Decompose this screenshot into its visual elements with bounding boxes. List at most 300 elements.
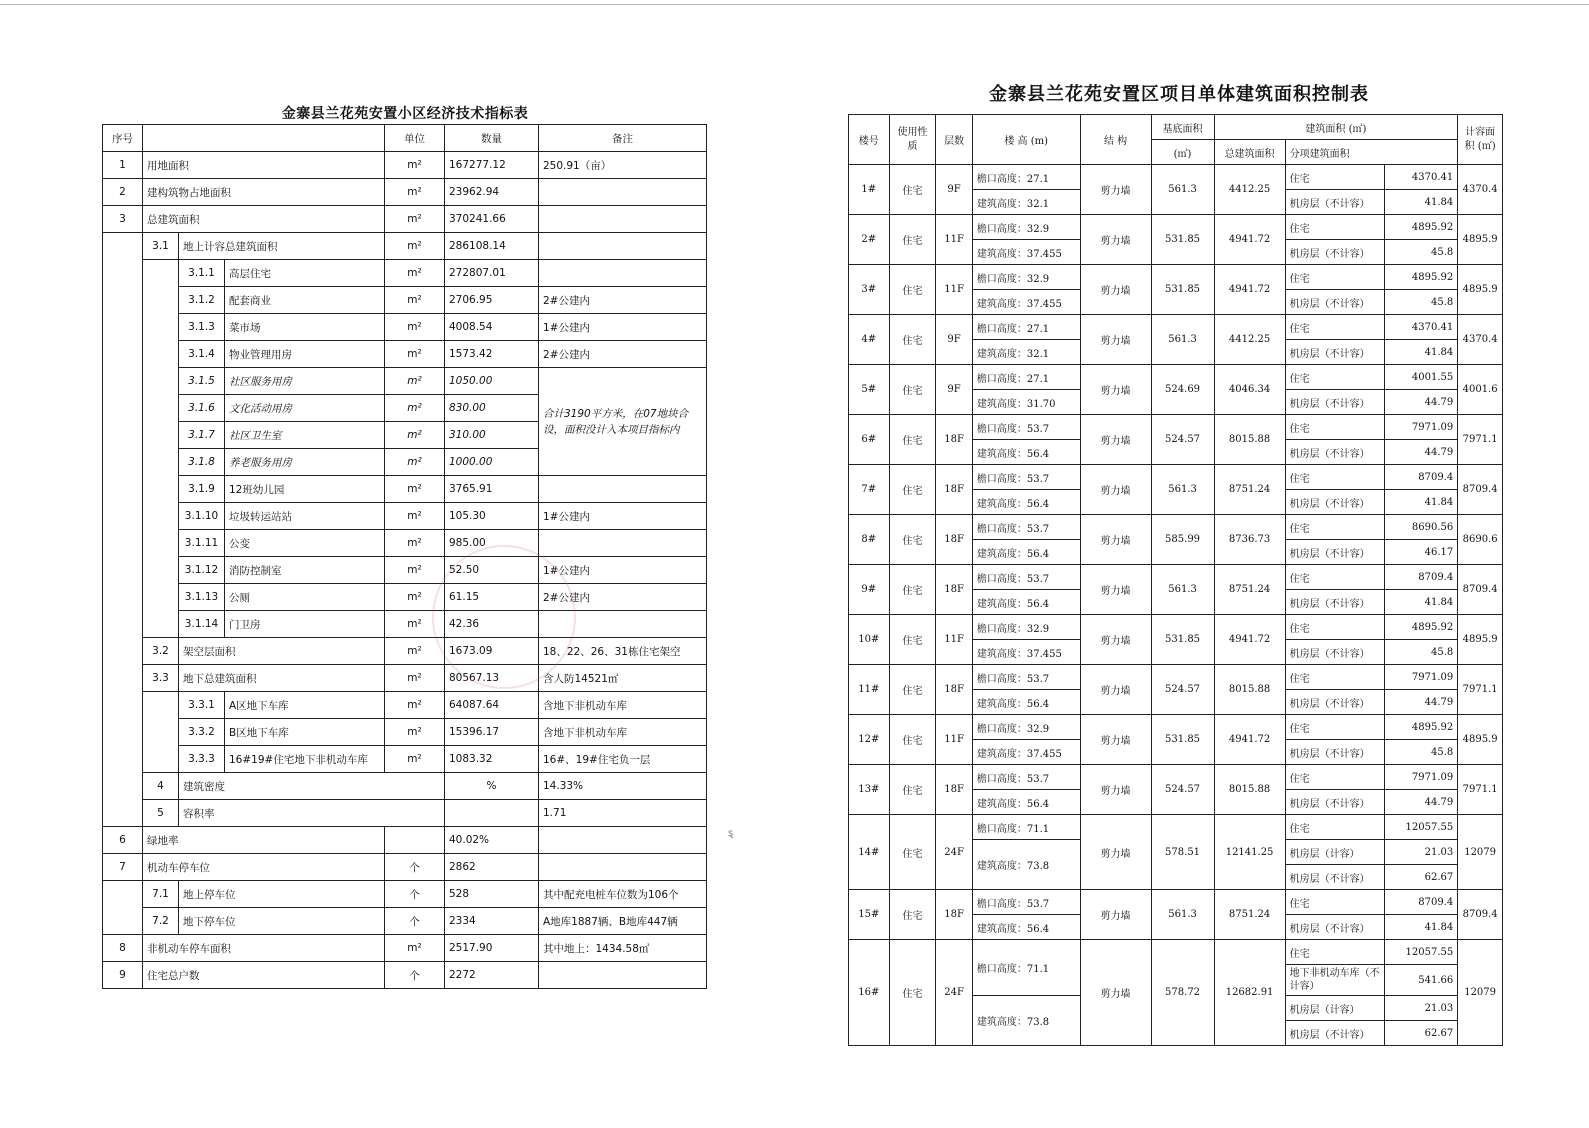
far-area: 8709.4 [1458, 465, 1503, 515]
row-number: 3.3 [143, 665, 179, 692]
base-area: 585.99 [1151, 515, 1214, 565]
sub-item-area: 541.66 [1385, 965, 1458, 996]
row-note: 2#公建内 [539, 341, 707, 368]
building-structure: 剪力墙 [1080, 615, 1151, 665]
building-height: 建筑高度：73.8 [972, 840, 1080, 890]
row-number: 7.1 [143, 881, 179, 908]
building-height: 建筑高度：56.4 [972, 690, 1080, 715]
building-height: 建筑高度：56.4 [972, 915, 1080, 940]
row-item-name: 公厕 [225, 584, 385, 611]
table-row [103, 530, 707, 557]
row-item-name: 垃圾转运站站 [225, 503, 385, 530]
base-area: 531.85 [1151, 265, 1214, 315]
eave-height: 檐口高度：27.1 [972, 365, 1080, 390]
row-note [539, 206, 707, 233]
far-area: 7971.1 [1458, 415, 1503, 465]
row-note [539, 854, 707, 881]
row-number: 3.1.13 [179, 584, 225, 611]
building-structure: 剪力墙 [1080, 565, 1151, 615]
sub-item-name: 机房层（不计容） [1285, 590, 1385, 615]
sub-item-name: 住宅 [1285, 765, 1385, 790]
building-height: 建筑高度：56.4 [972, 590, 1080, 615]
building-height: 建筑高度：37.455 [972, 290, 1080, 315]
row-quantity: 42.36 [445, 611, 539, 638]
row-note: 2#公建内 [539, 287, 707, 314]
table-row [103, 800, 707, 827]
table-row [103, 827, 707, 854]
sub-item-name: 机房层（不计容） [1285, 690, 1385, 715]
row-item-name: 地上停车位 [179, 881, 385, 908]
building-floors: 18F [936, 465, 973, 515]
eave-height: 檐口高度：53.7 [972, 890, 1080, 915]
row-quantity: 2517.90 [445, 935, 539, 962]
far-area: 7971.1 [1458, 665, 1503, 715]
building-number: 7# [849, 465, 890, 515]
building-structure: 剪力墙 [1080, 265, 1151, 315]
header-building-no: 楼号 [849, 115, 890, 165]
row-quantity: 272807.01 [445, 260, 539, 287]
building-number: 16# [849, 940, 890, 1046]
building-floors: 9F [936, 315, 973, 365]
sub-item-area: 4895.92 [1385, 265, 1458, 290]
sub-item-area: 4895.92 [1385, 715, 1458, 740]
far-area: 8709.4 [1458, 565, 1503, 615]
row-number: 1 [103, 152, 143, 179]
building-floors: 11F [936, 715, 973, 765]
far-area: 12079 [1458, 815, 1503, 890]
row-unit: m² [385, 206, 445, 233]
row-quantity: 1083.32 [445, 746, 539, 773]
row-note: 250.91（亩） [539, 152, 707, 179]
indent-cell [143, 692, 179, 773]
table-row [849, 815, 1503, 840]
sub-item-name: 机房层（不计容） [1285, 640, 1385, 665]
row-note [539, 476, 707, 503]
table-row [849, 615, 1503, 640]
row-quantity: 105.30 [445, 503, 539, 530]
row-item-name: 配套商业 [225, 287, 385, 314]
row-quantity: 1000.00 [445, 449, 539, 476]
sub-item-area: 45.8 [1385, 240, 1458, 265]
row-note: 16#、19#住宅负一层 [539, 746, 707, 773]
table-row [849, 665, 1503, 690]
sub-item-area: 4895.92 [1385, 215, 1458, 240]
eave-height: 檐口高度：53.7 [972, 465, 1080, 490]
base-area: 531.85 [1151, 615, 1214, 665]
sub-item-name: 地下非机动车库（不计容） [1285, 965, 1385, 996]
scan-edge-line [0, 4, 1589, 5]
table-row [103, 476, 707, 503]
row-quantity: 61.15 [445, 584, 539, 611]
building-number: 15# [849, 890, 890, 940]
row-quantity: 2272 [445, 962, 539, 989]
sub-item-name: 住宅 [1285, 715, 1385, 740]
row-note [539, 530, 707, 557]
row-quantity: 167277.12 [445, 152, 539, 179]
total-area: 12682.91 [1214, 940, 1285, 1046]
row-quantity: 2334 [445, 908, 539, 935]
far-area: 8709.4 [1458, 890, 1503, 940]
row-quantity: 1.71 [539, 800, 707, 827]
building-floors: 24F [936, 940, 973, 1046]
row-unit: m² [385, 314, 445, 341]
scan-mark: ȿ [728, 828, 734, 839]
building-structure: 剪力墙 [1080, 415, 1151, 465]
table-row [103, 368, 707, 395]
table-row [103, 287, 707, 314]
building-height: 建筑高度：37.455 [972, 640, 1080, 665]
table-header-row [103, 125, 707, 152]
sub-item-name: 机房层（不计容） [1285, 1021, 1385, 1046]
row-note: 合计3190平方米，在07地块合设，面积没计入本项目指标内 [539, 368, 707, 476]
building-use: 住宅 [889, 315, 936, 365]
table-row [103, 206, 707, 233]
row-unit: 个 [385, 962, 445, 989]
header-unit: 单位 [385, 125, 445, 152]
sub-item-area: 62.67 [1385, 1021, 1458, 1046]
sub-item-name: 机房层（不计容） [1285, 390, 1385, 415]
row-unit: m² [385, 719, 445, 746]
row-quantity: 286108.14 [445, 233, 539, 260]
building-floors: 18F [936, 890, 973, 940]
row-quantity: 23962.94 [445, 179, 539, 206]
building-use: 住宅 [889, 715, 936, 765]
table-row [103, 611, 707, 638]
building-number: 4# [849, 315, 890, 365]
header-qty: 数量 [445, 125, 539, 152]
total-area: 8015.88 [1214, 665, 1285, 715]
table-row [849, 465, 1503, 490]
building-height: 建筑高度：56.4 [972, 540, 1080, 565]
header-use: 使用性质 [889, 115, 936, 165]
table-row [849, 315, 1503, 340]
total-area: 8751.24 [1214, 465, 1285, 515]
row-number: 3.1.1 [179, 260, 225, 287]
total-area: 8736.73 [1214, 515, 1285, 565]
row-item-name: 容积率 [179, 800, 445, 827]
table-row [849, 515, 1503, 540]
sub-item-area: 41.84 [1385, 490, 1458, 515]
indent-cell [103, 881, 143, 935]
row-number: 4 [143, 773, 179, 800]
building-floors: 11F [936, 215, 973, 265]
table-row [103, 260, 707, 287]
row-item-name: 16#19#住宅地下非机动车库 [225, 746, 385, 773]
building-use: 住宅 [889, 515, 936, 565]
eave-height: 檐口高度：32.9 [972, 215, 1080, 240]
building-number: 10# [849, 615, 890, 665]
sub-item-area: 7971.09 [1385, 665, 1458, 690]
row-number: 3.2 [143, 638, 179, 665]
building-height: 建筑高度：56.4 [972, 440, 1080, 465]
table-row [103, 962, 707, 989]
building-number: 12# [849, 715, 890, 765]
table-row [103, 314, 707, 341]
sub-item-name: 机房层（计容） [1285, 840, 1385, 865]
sub-item-name: 住宅 [1285, 315, 1385, 340]
building-structure: 剪力墙 [1080, 940, 1151, 1046]
row-note [539, 233, 707, 260]
row-item-name: 养老服务用房 [225, 449, 385, 476]
sub-item-name: 住宅 [1285, 165, 1385, 190]
row-unit [445, 800, 539, 827]
building-number: 3# [849, 265, 890, 315]
base-area: 531.85 [1151, 715, 1214, 765]
row-note [539, 827, 707, 854]
table-row [103, 179, 707, 206]
eave-height: 檐口高度：53.7 [972, 565, 1080, 590]
building-area-table [848, 114, 1503, 1046]
header-base-area: 基底面积 [1151, 115, 1214, 140]
sub-item-area: 21.03 [1385, 996, 1458, 1021]
building-height: 建筑高度：37.455 [972, 240, 1080, 265]
indent-cell [103, 233, 143, 827]
right-table-title: 金寨县兰花苑安置区项目单体建筑面积控制表 [989, 84, 1369, 105]
base-area: 578.72 [1151, 940, 1214, 1046]
row-item-name: 机动车停车位 [143, 854, 385, 881]
sub-item-name: 住宅 [1285, 665, 1385, 690]
economic-indicator-table [102, 124, 707, 989]
row-number: 3.1.10 [179, 503, 225, 530]
building-floors: 11F [936, 615, 973, 665]
row-quantity: 40.02% [445, 827, 539, 854]
sub-item-area: 41.84 [1385, 340, 1458, 365]
table-row [849, 890, 1503, 915]
far-area: 4895.9 [1458, 265, 1503, 315]
base-area: 561.3 [1151, 315, 1214, 365]
row-note: 1#公建内 [539, 557, 707, 584]
row-item-name: 建筑密度 [179, 773, 445, 800]
row-note [539, 611, 707, 638]
row-number: 3.1 [143, 233, 179, 260]
row-note: 含地下非机动车库 [539, 692, 707, 719]
row-item-name: 架空层面积 [179, 638, 385, 665]
base-area: 524.57 [1151, 765, 1214, 815]
row-item-name: 文化活动用房 [225, 395, 385, 422]
building-use: 住宅 [889, 415, 936, 465]
sub-item-name: 机房层（不计容） [1285, 490, 1385, 515]
sub-item-name: 机房层（不计容） [1285, 915, 1385, 940]
row-note: 1#公建内 [539, 314, 707, 341]
table-row [103, 233, 707, 260]
sub-item-name: 机房层（不计容） [1285, 740, 1385, 765]
sub-item-area: 8709.4 [1385, 890, 1458, 915]
far-area: 4370.4 [1458, 165, 1503, 215]
table-row [103, 638, 707, 665]
row-number: 3.3.2 [179, 719, 225, 746]
base-area: 524.57 [1151, 415, 1214, 465]
sub-item-name: 机房层（计容） [1285, 996, 1385, 1021]
building-number: 1# [849, 165, 890, 215]
building-use: 住宅 [889, 265, 936, 315]
row-unit: m² [385, 368, 445, 395]
sub-item-area: 62.67 [1385, 865, 1458, 890]
table-row [103, 881, 707, 908]
building-use: 住宅 [889, 815, 936, 890]
table-row [103, 746, 707, 773]
row-item-name: 建构筑物占地面积 [143, 179, 385, 206]
row-number: 3.1.12 [179, 557, 225, 584]
row-number: 9 [103, 962, 143, 989]
total-area: 8751.24 [1214, 890, 1285, 940]
row-quantity: 310.00 [445, 422, 539, 449]
table-row [103, 665, 707, 692]
building-floors: 18F [936, 565, 973, 615]
far-area: 8690.6 [1458, 515, 1503, 565]
header-note: 备注 [539, 125, 707, 152]
sub-item-area: 41.84 [1385, 190, 1458, 215]
sub-item-area: 46.17 [1385, 540, 1458, 565]
row-item-name: 绿地率 [143, 827, 385, 854]
row-item-name: 地上计容总建筑面积 [179, 233, 385, 260]
header-sub-area: 分项建筑面积 [1285, 140, 1458, 165]
row-item-name: 总建筑面积 [143, 206, 385, 233]
sub-item-name: 机房层（不计容） [1285, 290, 1385, 315]
row-unit: m² [385, 665, 445, 692]
far-area: 4895.9 [1458, 215, 1503, 265]
row-number: 3.1.4 [179, 341, 225, 368]
total-area: 8751.24 [1214, 565, 1285, 615]
sub-item-name: 机房层（不计容） [1285, 340, 1385, 365]
row-number: 3.1.6 [179, 395, 225, 422]
header-building-area: 建筑面积 (㎡) [1214, 115, 1458, 140]
row-unit: m² [385, 260, 445, 287]
row-unit: m² [385, 152, 445, 179]
table-row [103, 692, 707, 719]
row-note: 其中配充电桩车位数为106个 [539, 881, 707, 908]
total-area: 8015.88 [1214, 765, 1285, 815]
sub-item-name: 住宅 [1285, 515, 1385, 540]
far-area: 7971.1 [1458, 765, 1503, 815]
building-number: 6# [849, 415, 890, 465]
building-number: 11# [849, 665, 890, 715]
row-unit: m² [385, 530, 445, 557]
building-height: 建筑高度：73.8 [972, 996, 1080, 1046]
sub-item-area: 4370.41 [1385, 315, 1458, 340]
base-area: 578.51 [1151, 815, 1214, 890]
building-structure: 剪力墙 [1080, 165, 1151, 215]
building-structure: 剪力墙 [1080, 815, 1151, 890]
eave-height: 檐口高度：71.1 [972, 940, 1080, 996]
header-height: 楼 高 (m) [972, 115, 1080, 165]
row-note: 1#公建内 [539, 503, 707, 530]
table-row [103, 557, 707, 584]
row-unit: m² [385, 557, 445, 584]
row-item-name: 门卫房 [225, 611, 385, 638]
sub-item-name: 机房层（不计容） [1285, 190, 1385, 215]
table-row [849, 765, 1503, 790]
row-item-name: 12班幼儿园 [225, 476, 385, 503]
table-header-row [849, 115, 1503, 140]
building-height: 建筑高度：56.4 [972, 790, 1080, 815]
sub-item-name: 机房层（不计容） [1285, 865, 1385, 890]
row-unit: m² [385, 584, 445, 611]
building-structure: 剪力墙 [1080, 465, 1151, 515]
far-area: 4895.9 [1458, 715, 1503, 765]
building-number: 14# [849, 815, 890, 890]
sub-item-area: 8709.4 [1385, 465, 1458, 490]
row-number: 3.3.3 [179, 746, 225, 773]
header-structure: 结 构 [1080, 115, 1151, 165]
row-unit: m² [385, 746, 445, 773]
building-number: 13# [849, 765, 890, 815]
table-row [849, 415, 1503, 440]
sub-item-area: 44.79 [1385, 440, 1458, 465]
base-area: 524.57 [1151, 665, 1214, 715]
row-unit: 个 [385, 908, 445, 935]
total-area: 8015.88 [1214, 415, 1285, 465]
row-item-name: 公变 [225, 530, 385, 557]
sub-item-area: 7971.09 [1385, 765, 1458, 790]
row-number: 3.1.2 [179, 287, 225, 314]
row-quantity: 2862 [445, 854, 539, 881]
base-area: 531.85 [1151, 215, 1214, 265]
row-unit: m² [385, 395, 445, 422]
sub-item-area: 44.79 [1385, 390, 1458, 415]
total-area: 4941.72 [1214, 715, 1285, 765]
building-number: 9# [849, 565, 890, 615]
base-area: 561.3 [1151, 890, 1214, 940]
row-number: 3.1.11 [179, 530, 225, 557]
sub-item-name: 住宅 [1285, 615, 1385, 640]
row-item-name: 社区服务用房 [225, 368, 385, 395]
row-item-name: 用地面积 [143, 152, 385, 179]
building-floors: 11F [936, 265, 973, 315]
header-no: 序号 [103, 125, 143, 152]
row-quantity: 80567.13 [445, 665, 539, 692]
left-table-title: 金寨县兰花苑安置小区经济技术指标表 [281, 106, 529, 122]
building-structure: 剪力墙 [1080, 715, 1151, 765]
row-item-name: 高层住宅 [225, 260, 385, 287]
total-area: 4941.72 [1214, 615, 1285, 665]
row-note: 含人防14521㎡ [539, 665, 707, 692]
sub-item-area: 44.79 [1385, 690, 1458, 715]
row-unit: m² [385, 638, 445, 665]
row-number: 3 [103, 206, 143, 233]
table-row [849, 565, 1503, 590]
building-structure: 剪力墙 [1080, 315, 1151, 365]
building-floors: 18F [936, 765, 973, 815]
building-use: 住宅 [889, 215, 936, 265]
row-quantity: 370241.66 [445, 206, 539, 233]
total-area: 4046.34 [1214, 365, 1285, 415]
header-floors: 层数 [936, 115, 973, 165]
row-note [539, 962, 707, 989]
table-row [103, 935, 707, 962]
row-unit: m² [385, 422, 445, 449]
sub-item-name: 机房层（不计容） [1285, 790, 1385, 815]
row-unit: 个 [385, 854, 445, 881]
sub-item-name: 住宅 [1285, 815, 1385, 840]
sub-item-name: 机房层（不计容） [1285, 540, 1385, 565]
row-item-name: 社区卫生室 [225, 422, 385, 449]
row-number: 5 [143, 800, 179, 827]
row-quantity: 3765.91 [445, 476, 539, 503]
sub-item-area: 4895.92 [1385, 615, 1458, 640]
sub-item-area: 21.03 [1385, 840, 1458, 865]
row-unit: 个 [385, 881, 445, 908]
table-row [849, 940, 1503, 965]
row-number: 3.1.8 [179, 449, 225, 476]
header-far-area: 计容面积 (㎡) [1458, 115, 1503, 165]
row-number: 2 [103, 179, 143, 206]
table-row [849, 265, 1503, 290]
row-item-name: 地下停车位 [179, 908, 385, 935]
row-unit: m² [385, 692, 445, 719]
building-structure: 剪力墙 [1080, 515, 1151, 565]
building-height: 建筑高度：56.4 [972, 490, 1080, 515]
row-quantity: 4008.54 [445, 314, 539, 341]
